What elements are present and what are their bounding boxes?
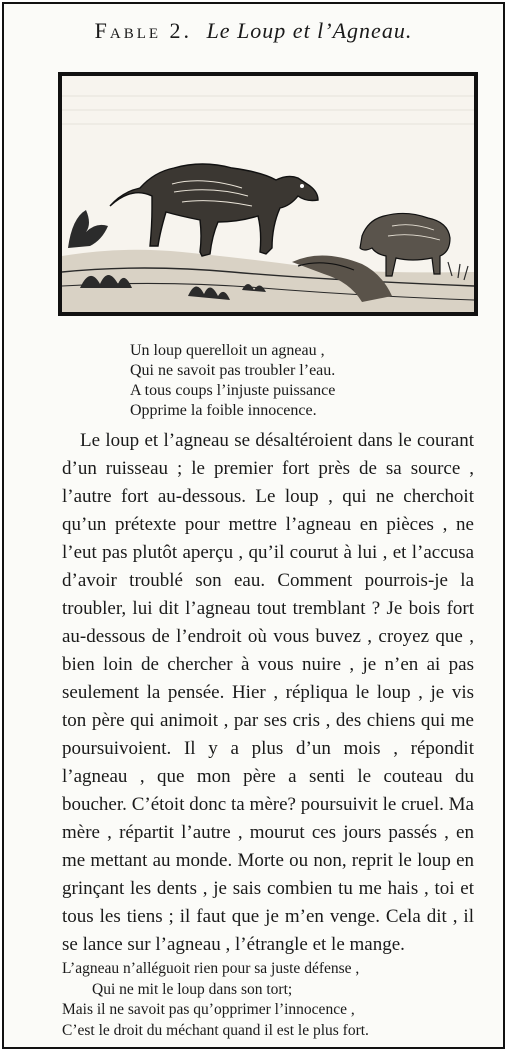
closing-verse-line: L’agneau n’alléguoit rien pour sa juste défense , — [62, 960, 360, 977]
verse-line: Un loup querelloit un agneau , — [130, 342, 325, 359]
closing-verse — [62, 959, 492, 1041]
woodcut-illustration — [58, 72, 478, 316]
fable-name: Le Loup et l’Agneau. — [206, 18, 413, 43]
book-page — [2, 2, 505, 1049]
closing-verse-line: Qui ne mit le loup dans son tort; — [92, 980, 293, 998]
fable-number: Fable 2. — [94, 18, 193, 43]
closing-verse-line: Mais il ne savoit pas qu’opprimer l’innocence , — [62, 1001, 355, 1018]
verse-line: A tous coups l’injuste puissance — [130, 382, 336, 399]
lamb-figure — [360, 213, 450, 276]
wolf-and-lamb-image — [62, 76, 474, 312]
moral-verse — [130, 341, 420, 421]
verse-line: Opprime la foible innocence. — [130, 402, 317, 419]
closing-verse-line: C’est le droit du méchant quand il est le plus fort. — [62, 1021, 369, 1039]
fable-prose: Le loup et l’agneau se désaltéroient dans le courant d’un ruisseau ; le premier fort près de sa source , l’autre fort au-dessous. Le loup , qui ne cherchoit qu’un prétexte pour mettre l’agneau en pièces , ne l’eut pas plutôt aperçu , qu’il courut à lui , et l’accusa d’avoir troublé son eau. Comment pourrois-je la troubler, lui dit l’agneau tout tremblant ? Je bois fort au-dessous de l’endroit où vous buvez , croyez que , bien loin de chercher à vous nuire , je n’en ai pas seulement la pensée. Hier , répliqua le loup , je vis ton père qui animoit , par ses cris , des chiens qui me poursuivoient. Il y a plus d’un mois , répondit l’agneau , que mon père a senti le couteau du boucher. C’étoit donc ta mère? poursuivit le cruel. Ma mère , répartit l’autre , mourut ces jours passés , en me mettant au monde. Morte ou non, reprit le loup en grinçant les dents , je sais combien tu me hais , toi et tous les tiens ; il faut que je m’en venge. Cela dit , il se lance sur l’agneau , l’étrangle et le mange. — [62, 430, 474, 955]
fable-title — [4, 18, 503, 44]
wolf-figure — [110, 164, 318, 256]
verse-line: Qui ne savoit pas troubler l’eau. — [130, 362, 336, 379]
